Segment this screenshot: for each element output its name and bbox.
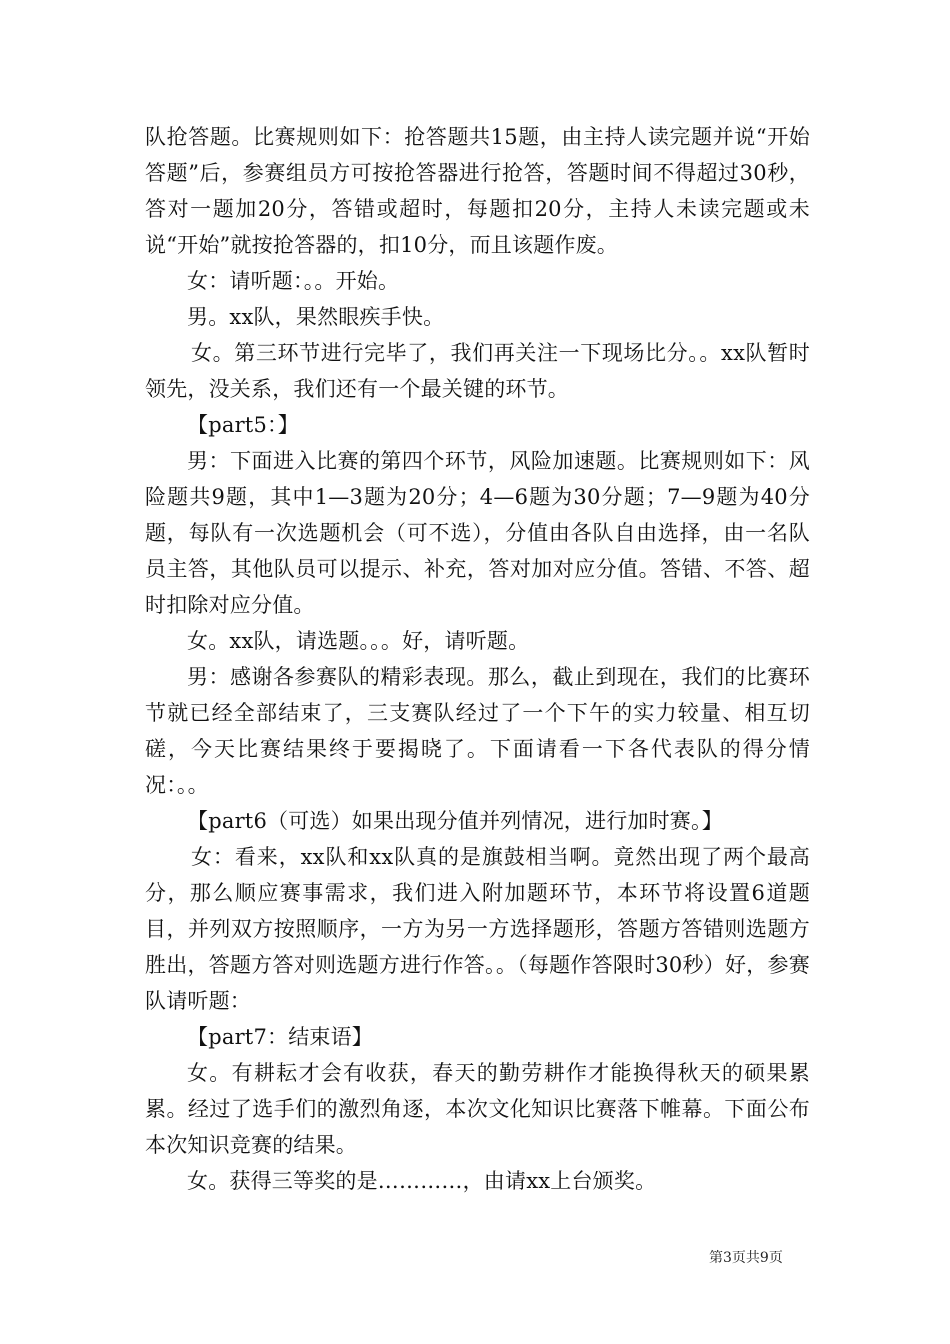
paragraph-male-thanks: 男：感谢各参赛队的精彩表现。那么，截止到现在，我们的比赛环节就已经全部结束了，三支赛队经过了一个下午的实力较量、相互切磋，今天比赛结果终于要揭晓了。下面请看一下各代表队的得分情况：。。: [145, 665, 810, 797]
paragraph-male-fourth-round: 男：下面进入比赛的第四个环节，风险加速题。比赛规则如下：风险题共9题，其中1—3题为20分；4—6题为30分题；7—9题为40分题，每队有一次选题机会（可不选），分值由各队自由选择，由一名队员主答，其他队员可以提示、补充，答对加对应分值。答错、不答、超时扣除对应分值。: [145, 449, 810, 617]
section-heading-part6: 【part6（可选）如果出现分值并列情况，进行加时赛。】: [187, 809, 723, 833]
paragraph-female-third-prize: 女。获得三等奖的是…………，由请xx上台颁奖。: [187, 1169, 657, 1193]
paragraph-male-quick: 男。xx队，果然眼疾手快。: [187, 305, 445, 329]
paragraph-female-tiebreak: 女：看来，xx队和xx队真的是旗鼓相当啊。竟然出现了两个最高分，那么顺应赛事需求，我们进入附加题环节，本环节将设置6道题目，并列双方按照顺序，一方为另一方选择题形，答题方答错则选题方胜出，答题方答对则选题方进行作答。。（每题作答限时30秒）好，参赛队请听题：: [145, 845, 810, 1013]
section-heading-part5: 【part5：】: [187, 413, 299, 437]
paragraph-female-third-round: 女。第三环节进行完毕了，我们再关注一下现场比分。。xx队暂时领先，没关系，我们还有一个最关键的环节。: [145, 341, 810, 401]
paragraph-female-select: 女。xx队，请选题。。。好，请听题。: [187, 629, 530, 653]
section-heading-part7: 【part7：结束语】: [187, 1025, 374, 1049]
paragraph-female-closing: 女。有耕耘才会有收获，春天的勤劳耕作才能换得秋天的硕果累累。经过了选手们的激烈角逐，本次文化知识比赛落下帷幕。下面公布本次知识竞赛的结果。: [145, 1061, 810, 1157]
paragraph-rules-quick-answer: 队抢答题。比赛规则如下：抢答题共15题，由主持人读完题并说“开始答题”后，参赛组员方可按抢答器进行抢答，答题时间不得超过30秒，答对一题加20分，答错或超时，每题扣20分，主持人未读完题或未说“开始”就按抢答器的，扣10分，而且该题作废。: [145, 125, 810, 257]
document-page: [145, 119, 810, 1199]
page-number-footer: 第3页共9页: [709, 1250, 783, 1266]
paragraph-female-listen: 女：请听题：。。开始。: [187, 269, 400, 293]
